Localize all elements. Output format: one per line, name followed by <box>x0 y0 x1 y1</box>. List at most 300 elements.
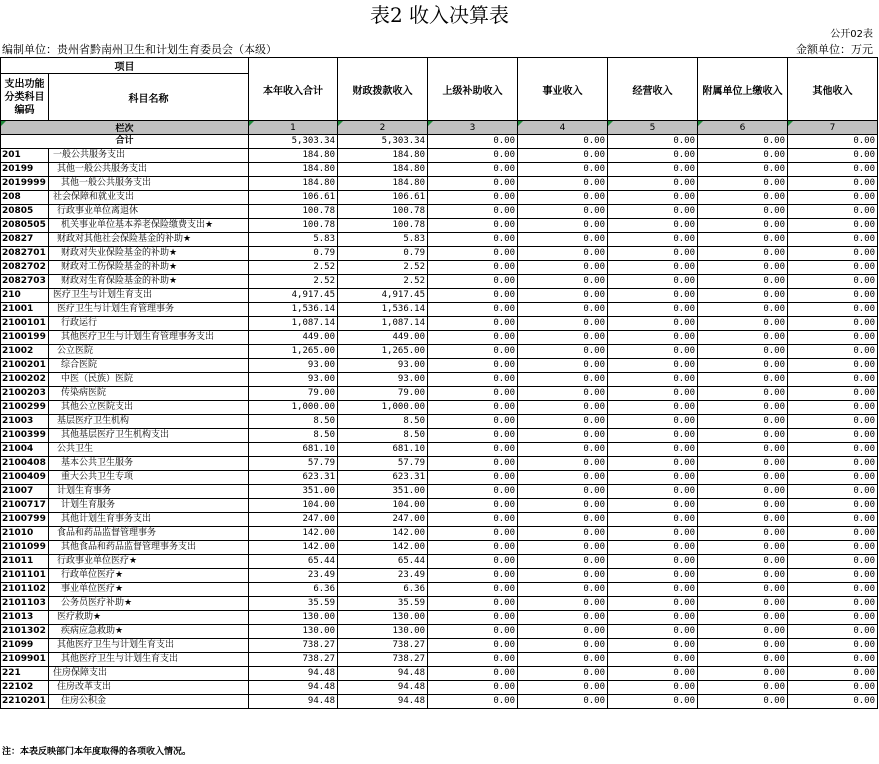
row-code: 20805 <box>1 205 49 219</box>
row-value: 6.36 <box>249 583 338 597</box>
row-value: 4,917.45 <box>249 289 338 303</box>
row-value: 104.00 <box>249 499 338 513</box>
row-value: 1,087.14 <box>338 317 428 331</box>
row-value: 0.00 <box>788 163 878 177</box>
table-row <box>1 695 878 709</box>
row-value: 0.00 <box>788 527 878 541</box>
row-value: 0.00 <box>428 457 518 471</box>
row-value: 0.00 <box>788 667 878 681</box>
col-number <box>338 121 428 135</box>
row-value: 0.00 <box>518 331 608 345</box>
row-name: 其他一般公共服务支出 <box>49 163 249 177</box>
col-number-text: 6 <box>739 122 746 133</box>
header-col-6: 附属单位上缴收入 <box>698 58 788 121</box>
cell-marker-icon <box>1 121 6 126</box>
row-value: 100.78 <box>249 205 338 219</box>
row-value: 0.00 <box>608 247 698 261</box>
total-value: 0.00 <box>518 135 608 149</box>
row-value: 0.00 <box>608 513 698 527</box>
row-value: 0.00 <box>788 471 878 485</box>
row-value: 0.00 <box>518 247 608 261</box>
row-value: 0.00 <box>608 555 698 569</box>
row-name: 公务员医疗补助★ <box>49 597 249 611</box>
header-col-3: 上级补助收入 <box>428 58 518 121</box>
row-value: 0.79 <box>249 247 338 261</box>
row-value: 0.00 <box>608 191 698 205</box>
row-value: 681.10 <box>338 443 428 457</box>
table-row <box>1 681 878 695</box>
row-value: 79.00 <box>249 387 338 401</box>
row-value: 0.00 <box>698 401 788 415</box>
row-code: 2100409 <box>1 471 49 485</box>
row-value: 0.00 <box>698 275 788 289</box>
row-code: 21004 <box>1 443 49 457</box>
row-value: 351.00 <box>338 485 428 499</box>
row-name: 财政对工伤保险基金的补助★ <box>49 261 249 275</box>
row-value: 0.00 <box>788 681 878 695</box>
row-code: 2101103 <box>1 597 49 611</box>
row-value: 0.00 <box>518 625 608 639</box>
row-value: 0.00 <box>788 303 878 317</box>
row-value: 94.48 <box>249 695 338 709</box>
row-name: 其他计划生育事务支出 <box>49 513 249 527</box>
row-value: 0.00 <box>518 191 608 205</box>
table-row <box>1 527 878 541</box>
table-row <box>1 345 878 359</box>
row-value: 8.50 <box>338 415 428 429</box>
compiler-label: 编制单位：贵州省黔南州卫生和计划生育委员会（本级） <box>2 43 277 56</box>
row-code: 2100299 <box>1 401 49 415</box>
row-value: 0.00 <box>428 317 518 331</box>
row-name: 社会保障和就业支出 <box>49 191 249 205</box>
row-name: 重大公共卫生专项 <box>49 471 249 485</box>
row-value: 0.00 <box>788 625 878 639</box>
row-value: 0.00 <box>518 261 608 275</box>
row-name: 综合医院 <box>49 359 249 373</box>
row-name: 计划生育服务 <box>49 499 249 513</box>
row-value: 23.49 <box>249 569 338 583</box>
row-index-label <box>1 121 249 135</box>
row-value: 0.00 <box>788 247 878 261</box>
row-value: 0.00 <box>608 415 698 429</box>
row-name: 行政事业单位离退休 <box>49 205 249 219</box>
row-value: 0.00 <box>608 667 698 681</box>
row-value: 0.00 <box>428 443 518 457</box>
row-value: 0.00 <box>518 513 608 527</box>
row-value: 0.00 <box>788 219 878 233</box>
row-value: 0.00 <box>698 583 788 597</box>
row-value: 0.00 <box>698 191 788 205</box>
row-value: 100.78 <box>338 205 428 219</box>
table-row <box>1 443 878 457</box>
row-value: 0.00 <box>698 177 788 191</box>
row-code: 21010 <box>1 527 49 541</box>
row-code: 20199 <box>1 163 49 177</box>
row-value: 0.00 <box>428 387 518 401</box>
row-code: 2100101 <box>1 317 49 331</box>
row-value: 0.00 <box>698 499 788 513</box>
row-code: 221 <box>1 667 49 681</box>
row-value: 35.59 <box>338 597 428 611</box>
row-value: 449.00 <box>338 331 428 345</box>
row-value: 0.00 <box>518 149 608 163</box>
row-value: 0.00 <box>518 401 608 415</box>
table-row <box>1 555 878 569</box>
row-value: 0.00 <box>698 541 788 555</box>
cell-marker-icon <box>518 121 523 126</box>
col-number-text: 5 <box>649 122 656 133</box>
row-value: 0.00 <box>788 485 878 499</box>
row-value: 0.00 <box>428 569 518 583</box>
row-value: 0.00 <box>518 317 608 331</box>
row-value: 0.00 <box>698 205 788 219</box>
row-code: 2100717 <box>1 499 49 513</box>
row-value: 6.36 <box>338 583 428 597</box>
table-row <box>1 275 878 289</box>
header-col-7: 其他收入 <box>788 58 878 121</box>
table-code: 公开02表 <box>830 29 873 40</box>
row-value: 0.00 <box>518 653 608 667</box>
row-value: 0.00 <box>788 457 878 471</box>
table-row <box>1 317 878 331</box>
row-value: 8.50 <box>249 415 338 429</box>
row-name: 事业单位医疗★ <box>49 583 249 597</box>
table-row <box>1 261 878 275</box>
row-value: 0.00 <box>518 415 608 429</box>
row-code: 2101099 <box>1 541 49 555</box>
row-value: 0.00 <box>698 653 788 667</box>
row-name: 计划生育事务 <box>49 485 249 499</box>
col-number <box>249 121 338 135</box>
row-value: 0.00 <box>698 163 788 177</box>
row-value: 94.48 <box>338 681 428 695</box>
row-value: 0.00 <box>698 457 788 471</box>
row-value: 0.00 <box>788 359 878 373</box>
row-value: 0.00 <box>428 401 518 415</box>
row-value: 0.00 <box>608 681 698 695</box>
row-value: 0.00 <box>518 527 608 541</box>
row-value: 23.49 <box>338 569 428 583</box>
row-name: 其他公立医院支出 <box>49 401 249 415</box>
table-row <box>1 429 878 443</box>
col-number-text: 4 <box>559 122 566 133</box>
row-value: 130.00 <box>338 611 428 625</box>
row-value: 0.00 <box>428 345 518 359</box>
row-value: 0.00 <box>428 205 518 219</box>
row-value: 0.00 <box>518 569 608 583</box>
row-value: 1,000.00 <box>249 401 338 415</box>
row-value: 0.00 <box>788 317 878 331</box>
total-value: 0.00 <box>698 135 788 149</box>
row-value: 0.00 <box>608 387 698 401</box>
row-value: 0.00 <box>518 233 608 247</box>
row-name: 住房保障支出 <box>49 667 249 681</box>
col-number-text: 3 <box>469 122 476 133</box>
row-value: 0.00 <box>698 219 788 233</box>
row-value: 0.00 <box>518 681 608 695</box>
row-value: 449.00 <box>249 331 338 345</box>
row-value: 0.00 <box>698 317 788 331</box>
cell-marker-icon <box>698 121 703 126</box>
row-value: 94.48 <box>338 667 428 681</box>
row-code: 2019999 <box>1 177 49 191</box>
row-value: 0.00 <box>518 471 608 485</box>
row-value: 0.00 <box>428 359 518 373</box>
table-row <box>1 625 878 639</box>
row-value: 0.00 <box>608 303 698 317</box>
row-value: 0.00 <box>608 373 698 387</box>
table-row <box>1 401 878 415</box>
row-value: 0.00 <box>428 219 518 233</box>
row-value: 0.00 <box>788 597 878 611</box>
row-code: 2080505 <box>1 219 49 233</box>
row-name: 财政对生育保险基金的补助★ <box>49 275 249 289</box>
row-code: 21011 <box>1 555 49 569</box>
header-code: 支出功能分类科目编码 <box>1 74 49 121</box>
row-value: 0.00 <box>428 191 518 205</box>
row-value: 0.00 <box>788 443 878 457</box>
row-value: 184.80 <box>338 177 428 191</box>
table-row <box>1 373 878 387</box>
table-row <box>1 667 878 681</box>
table-row <box>1 177 878 191</box>
table-row <box>1 359 878 373</box>
row-value: 0.00 <box>698 471 788 485</box>
row-value: 0.00 <box>608 597 698 611</box>
row-code: 2100203 <box>1 387 49 401</box>
row-value: 0.00 <box>788 583 878 597</box>
row-value: 0.00 <box>428 177 518 191</box>
income-table <box>0 57 878 709</box>
row-value: 0.00 <box>608 695 698 709</box>
row-value: 1,087.14 <box>249 317 338 331</box>
row-code: 2109901 <box>1 653 49 667</box>
row-value: 0.00 <box>788 205 878 219</box>
row-name: 一般公共服务支出 <box>49 149 249 163</box>
row-code: 22102 <box>1 681 49 695</box>
row-value: 106.61 <box>338 191 428 205</box>
row-value: 0.00 <box>428 471 518 485</box>
row-value: 0.00 <box>608 275 698 289</box>
row-value: 94.48 <box>249 667 338 681</box>
row-value: 57.79 <box>249 457 338 471</box>
row-name: 基本公共卫生服务 <box>49 457 249 471</box>
row-value: 0.00 <box>788 415 878 429</box>
row-value: 0.00 <box>698 569 788 583</box>
row-value: 0.00 <box>698 639 788 653</box>
row-value: 184.80 <box>249 177 338 191</box>
row-value: 0.00 <box>788 331 878 345</box>
row-value: 0.00 <box>788 289 878 303</box>
row-value: 0.00 <box>428 639 518 653</box>
table-row <box>1 219 878 233</box>
row-value: 0.00 <box>788 261 878 275</box>
row-code: 2101101 <box>1 569 49 583</box>
row-value: 0.00 <box>518 387 608 401</box>
table-row <box>1 457 878 471</box>
table-row <box>1 639 878 653</box>
table-row <box>1 415 878 429</box>
row-name: 食品和药品监督管理事务 <box>49 527 249 541</box>
table-row <box>1 163 878 177</box>
row-value: 93.00 <box>249 373 338 387</box>
row-value: 0.00 <box>608 149 698 163</box>
table-row <box>1 583 878 597</box>
row-value: 0.00 <box>788 387 878 401</box>
row-value: 0.00 <box>608 639 698 653</box>
row-value: 0.00 <box>518 555 608 569</box>
row-value: 0.00 <box>518 163 608 177</box>
header-row-item <box>1 58 878 74</box>
row-value: 57.79 <box>338 457 428 471</box>
row-code: 2100201 <box>1 359 49 373</box>
row-value: 130.00 <box>249 625 338 639</box>
row-value: 1,265.00 <box>338 345 428 359</box>
row-value: 0.00 <box>428 653 518 667</box>
header-col-2: 财政拨款收入 <box>338 58 428 121</box>
row-value: 0.00 <box>788 149 878 163</box>
row-value: 0.00 <box>608 569 698 583</box>
row-value: 0.00 <box>428 429 518 443</box>
row-value: 0.00 <box>518 429 608 443</box>
row-value: 0.00 <box>518 345 608 359</box>
page-title: 表2 收入决算表 <box>369 3 510 27</box>
row-value: 5.83 <box>249 233 338 247</box>
table-row <box>1 541 878 555</box>
header-col-5: 经营收入 <box>608 58 698 121</box>
row-name: 医疗卫生与计划生育管理事务 <box>49 303 249 317</box>
total-value: 5,303.34 <box>338 135 428 149</box>
row-value: 0.00 <box>608 443 698 457</box>
row-name: 其他基层医疗卫生机构支出 <box>49 429 249 443</box>
row-name: 医疗卫生与计划生育支出 <box>49 289 249 303</box>
row-value: 0.00 <box>698 597 788 611</box>
row-code: 21007 <box>1 485 49 499</box>
row-value: 0.00 <box>518 205 608 219</box>
row-value: 0.00 <box>518 667 608 681</box>
row-value: 0.00 <box>518 485 608 499</box>
row-value: 0.00 <box>428 667 518 681</box>
row-value: 0.00 <box>608 177 698 191</box>
row-value: 0.00 <box>428 555 518 569</box>
row-value: 0.00 <box>788 429 878 443</box>
table-row <box>1 597 878 611</box>
row-value: 0.00 <box>518 359 608 373</box>
row-value: 0.00 <box>788 653 878 667</box>
column-index-row <box>1 121 878 135</box>
table-row <box>1 303 878 317</box>
row-value: 0.00 <box>518 443 608 457</box>
row-value: 0.00 <box>428 583 518 597</box>
row-code: 2100202 <box>1 373 49 387</box>
row-value: 247.00 <box>249 513 338 527</box>
row-value: 142.00 <box>338 541 428 555</box>
row-value: 0.00 <box>428 331 518 345</box>
row-value: 0.00 <box>608 541 698 555</box>
row-value: 0.00 <box>698 667 788 681</box>
row-name: 其他医疗卫生与计划生育支出 <box>49 653 249 667</box>
row-value: 0.00 <box>518 275 608 289</box>
row-value: 79.00 <box>338 387 428 401</box>
row-name: 财政对其他社会保险基金的补助★ <box>49 233 249 247</box>
row-code: 21002 <box>1 345 49 359</box>
row-value: 0.00 <box>518 373 608 387</box>
col-number <box>518 121 608 135</box>
row-value: 0.00 <box>428 499 518 513</box>
row-value: 0.79 <box>338 247 428 261</box>
row-value: 2.52 <box>249 275 338 289</box>
row-code: 2100799 <box>1 513 49 527</box>
row-value: 0.00 <box>428 233 518 247</box>
cell-marker-icon <box>608 121 613 126</box>
row-name: 疾病应急救助★ <box>49 625 249 639</box>
row-value: 0.00 <box>518 289 608 303</box>
row-value: 0.00 <box>698 485 788 499</box>
row-code: 2082702 <box>1 261 49 275</box>
row-value: 0.00 <box>428 527 518 541</box>
table-row <box>1 149 878 163</box>
cell-marker-icon <box>428 121 433 126</box>
row-name: 医疗救助★ <box>49 611 249 625</box>
row-name: 公共卫生 <box>49 443 249 457</box>
row-value: 0.00 <box>698 415 788 429</box>
row-value: 0.00 <box>788 373 878 387</box>
row-value: 8.50 <box>249 429 338 443</box>
row-value: 0.00 <box>428 149 518 163</box>
row-value: 0.00 <box>698 149 788 163</box>
row-code: 21001 <box>1 303 49 317</box>
row-value: 0.00 <box>698 555 788 569</box>
table-row <box>1 205 878 219</box>
table-row <box>1 653 878 667</box>
total-value: 0.00 <box>788 135 878 149</box>
row-name: 其他医疗卫生与计划生育支出 <box>49 639 249 653</box>
row-value: 0.00 <box>608 485 698 499</box>
table-row <box>1 331 878 345</box>
total-value: 0.00 <box>608 135 698 149</box>
row-value: 93.00 <box>249 359 338 373</box>
row-value: 0.00 <box>428 695 518 709</box>
row-code: 2082701 <box>1 247 49 261</box>
row-value: 100.78 <box>338 219 428 233</box>
row-value: 0.00 <box>428 415 518 429</box>
col-number-text: 1 <box>290 122 296 133</box>
row-value: 0.00 <box>788 569 878 583</box>
col-number <box>698 121 788 135</box>
unit-label: 金额单位：万元 <box>796 43 873 56</box>
col-number-text: 2 <box>379 122 386 133</box>
row-value: 0.00 <box>698 681 788 695</box>
row-value: 184.80 <box>249 149 338 163</box>
row-code: 208 <box>1 191 49 205</box>
row-value: 94.48 <box>338 695 428 709</box>
row-value: 4,917.45 <box>338 289 428 303</box>
row-value: 0.00 <box>428 681 518 695</box>
row-value: 130.00 <box>249 611 338 625</box>
row-value: 2.52 <box>338 275 428 289</box>
row-value: 0.00 <box>608 457 698 471</box>
row-value: 247.00 <box>338 513 428 527</box>
row-value: 0.00 <box>698 359 788 373</box>
row-code: 2082703 <box>1 275 49 289</box>
row-value: 0.00 <box>518 583 608 597</box>
row-value: 0.00 <box>518 177 608 191</box>
row-value: 0.00 <box>428 513 518 527</box>
row-name: 公立医院 <box>49 345 249 359</box>
row-code: 21013 <box>1 611 49 625</box>
row-name: 其他食品和药品监督管理事务支出 <box>49 541 249 555</box>
row-value: 0.00 <box>608 345 698 359</box>
